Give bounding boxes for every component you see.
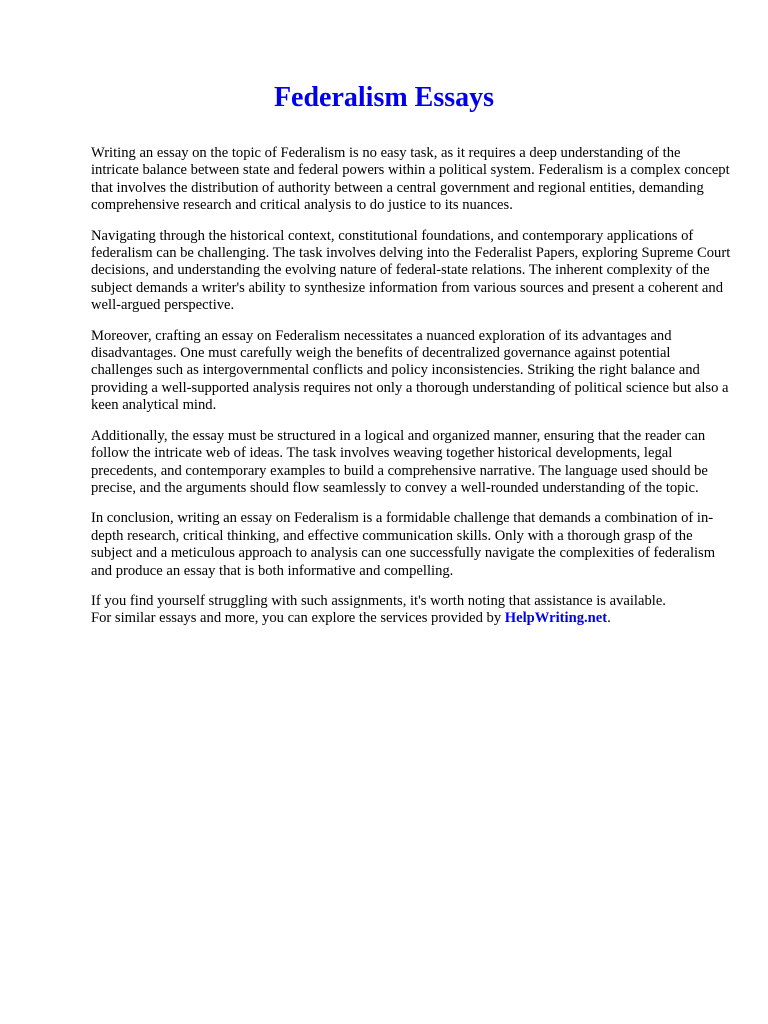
closing-suffix: . bbox=[607, 610, 611, 627]
document-body bbox=[91, 145, 731, 641]
helpwriting-link[interactable]: HelpWriting.net bbox=[504, 610, 608, 627]
closing-line-1: If you find yourself struggling with such assignments, it's worth noting that assistance is available. bbox=[91, 592, 666, 609]
paragraph-3: Moreover, crafting an essay on Federalism necessitates a nuanced exploration of its advantages and disadvantages. One must carefully weigh the benefits of decentralized governance against potential challenges such as intergovernmental conflicts and policy inconsistencies. Striking the right balance and providing a well-supported analysis requires not only a thorough understanding of political science but also a keen analytical mind. bbox=[91, 327, 729, 414]
page-title: Federalism Essays bbox=[273, 82, 495, 113]
paragraph-1: Writing an essay on the topic of Federalism is no easy task, as it requires a deep understanding of the intricate balance between state and federal powers within a political system. Federalism is a complex concept that involves the distribution of authority between a central government and regional entities, demanding comprehensive research and critical analysis to do justice to its nuances. bbox=[91, 145, 730, 214]
closing-paragraph bbox=[91, 593, 731, 628]
paragraph-4: Additionally, the essay must be structured in a logical and organized manner, ensuring that the reader can follow the intricate web of ideas. The task involves weaving together historical developments, legal precedents, and contemporary examples to build a comprehensive narrative. The language used should be precise, and the arguments should flow seamlessly to convey a well-rounded understanding of the topic. bbox=[91, 427, 708, 496]
closing-line-2-prefix: For similar essays and more, you can explore the services provided by bbox=[91, 610, 505, 627]
paragraph-5: In conclusion, writing an essay on Federalism is a formidable challenge that demands a combination of in-depth research, critical thinking, and effective communication skills. Only with a thorough grasp of the subject and a meticulous approach to analysis can one successfully navigate the complexities of federalism and produce an essay that is both informative and compelling. bbox=[91, 510, 716, 579]
paragraph-2: Navigating through the historical context, constitutional foundations, and contemporary applications of federalism can be challenging. The task involves delving into the Federalist Papers, exploring Supreme Court decisions, and understanding the evolving nature of federal-state relations. The inherent complexity of the subject demands a writer's ability to synthesize information from various sources and present a coherent and well-argued perspective. bbox=[91, 227, 731, 314]
